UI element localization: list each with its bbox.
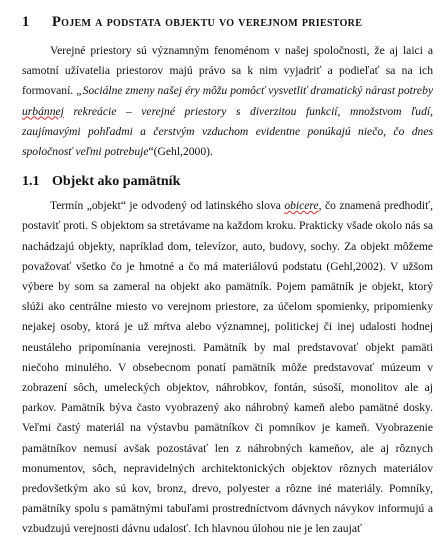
body-text-start: Termín „objekt“ je odvodený od latinského slova (50, 199, 285, 213)
section-title: Pojem a podstata objektu vo verejnom priestore (52, 14, 363, 30)
section-number: 1 (22, 14, 30, 30)
body-text-rest: , čo znamená predhodiť, postaviť proti. S objektom sa stretávame na každom kroku. Prakticky všade okolo nás sa nachádzajú objekty, napríklad dom, televízor, auto, budovy, sochy. Za objekt môžeme považovať všetko čo je hmotné a čo má materiálovú podstatu (Gehl,2002). V užšom výbere by som sa zameral na objekt ako pamätník. Pojem pamätník je objekt, ktorý slúži ako centrálne miesto vo verejnom priestore, za účelom spomienky, pripomienky nejakej osoby, ktorá je už mŕtva alebo významnej, politickej či inej udalosti hodnej neustáleho pripomínania verejnosti. Pamätník by mal predstavovať objekt pamäti niečoho minulého. V obsebecnom ponatí pamätník môže predstavovať múzeum v zobrazení sôch, umeleckých objektov, náhrobkov, fontán, súsoší, monolitov ale aj parkov. Pamätník býva často vyobrazený ako náhrobný kameň alebo pamätné dosky. Veľmi častý materiál na výstavbu pamätníkov či pomníkov je kameň. Vyobrazenie pamätníkov nemusí avšak pozostávať len z náhrobných kameňov, ale aj rôznych monumentov, sôch, nepravidelných architektonických objektov rôznych materiálov predovšetkým ako sú kov, bronz, drevo, polyester a rôzne iné materiály. Pomníky, pamätníky spolu s pamätnými tabuľami prostredníctvom dávnych návykov informujú a vzbudzujú verejnosti dávnu udalosť. Ich hlavnou úlohou nie je len zaujať (22, 199, 434, 536)
quote-misspelled-word: urbánnej (22, 104, 64, 118)
body-misspelled-word: obicere (284, 199, 319, 213)
subsection-heading (22, 174, 433, 190)
body-paragraph (22, 196, 433, 539)
intro-text: Verejné priestory sú významným fenoménom v našej spoločnosti, že aj laici a samotní užívatelia priestorov majú právo sa k nim vyjadriť a podieľať sa na ich formovaní. (22, 44, 433, 98)
section-heading (22, 14, 433, 31)
quote-part-b: rekreácie – verejné priestory s diverzitou funkcií, množstvom ľudí, zaujímavými pohľadmi a čerstvým vzduchom evidentne ponúkajú niečo, čo dnes spoločnosť veľmi potrebuje (22, 104, 433, 159)
quote-part-a: „Sociálne zmeny našej éry môžu pomôcť vysvetliť dramatický nárast potreby (76, 84, 434, 98)
intro-paragraph (22, 41, 433, 162)
subsection-title: Objekt ako pamätník (52, 174, 181, 190)
subsection-number: 1.1 (22, 174, 40, 190)
intro-citation: “(Gehl,2000). (148, 145, 213, 159)
